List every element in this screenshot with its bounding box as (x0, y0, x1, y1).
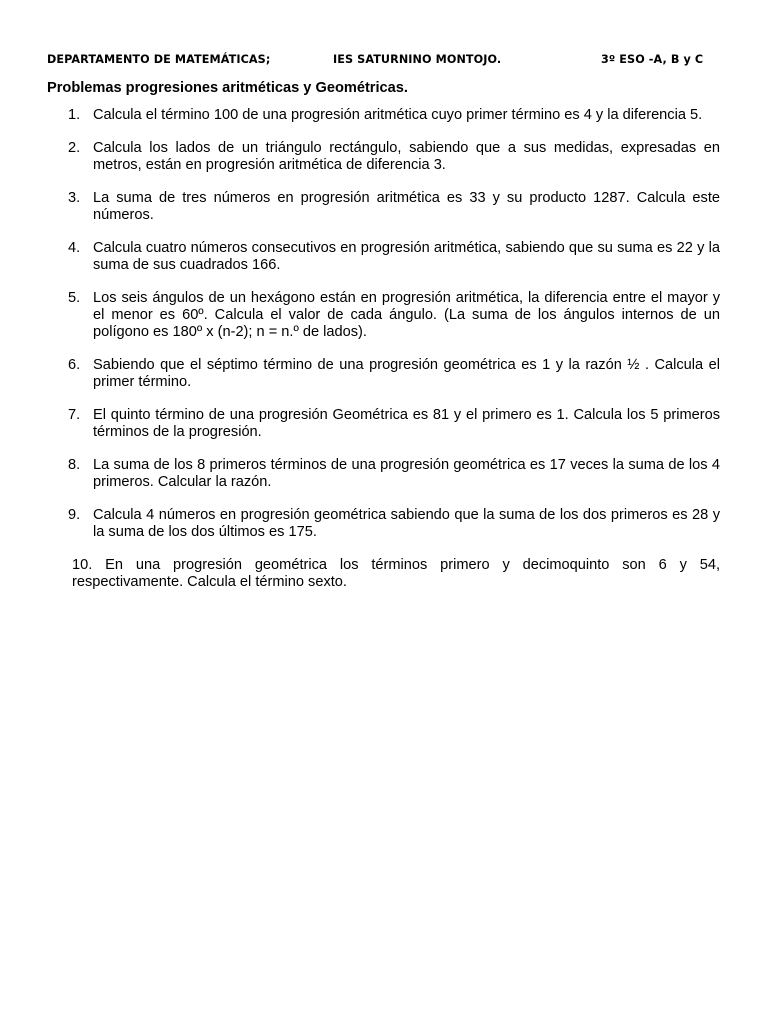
problem-item (47, 507, 720, 540)
problem-number: 6. (68, 357, 81, 373)
problem-item (47, 357, 720, 390)
problem-text: Sabiendo que el séptimo término de una progresión geométrica es 1 y la razón ½ . Calcula el primer término. (93, 357, 720, 390)
problem-text: En una progresión geométrica los términos primero y decimoquinto son 6 y 54, respectivamente. Calcula el término sexto. (72, 557, 720, 590)
problem-number: 3. (68, 190, 81, 207)
problem-item (47, 107, 720, 124)
problem-text-with-number (72, 557, 720, 590)
problem-text: Calcula el término 100 de una progresión aritmética cuyo primer término es 4 y la diferencia 5. (93, 107, 703, 123)
header-course: 3º ESO -A, B y C (601, 53, 704, 66)
problem-text: El quinto término de una progresión Geométrica es 81 y el primero es 1. Calcula los 5 primeros términos de la progresión. (93, 407, 720, 440)
header-school: IES SATURNINO MONTOJO. (333, 53, 502, 66)
problem-text: Calcula cuatro números consecutivos en progresión aritmética, sabiendo que su suma es 22 y la suma de sus cuadrados 166. (93, 240, 720, 273)
problem-item (47, 407, 720, 440)
problem-number: 10. (72, 557, 93, 573)
problem-number: 5. (68, 290, 81, 307)
problem-number: 4. (68, 240, 81, 257)
problem-number: 2. (68, 140, 81, 157)
problem-item (47, 557, 720, 590)
header-department: DEPARTAMENTO DE MATEMÁTICAS; (47, 53, 271, 66)
problem-list (47, 107, 720, 607)
document-header (47, 53, 727, 69)
problem-text: Los seis ángulos de un hexágono están en progresión aritmética, la diferencia entre el mayor y el menor es 60º. Calcula el valor de cada ángulo. (La suma de los ángulos internos de un polígono es 180º x (n-2); n = n.º de lados). (93, 290, 720, 340)
problem-number: 1. (68, 107, 81, 123)
problem-text: Calcula 4 números en progresión geométrica sabiendo que la suma de los dos primeros es 28 y la suma de los dos últimos es 175. (93, 507, 720, 540)
problem-item (47, 290, 720, 340)
problem-item (47, 190, 720, 223)
problem-text: La suma de tres números en progresión aritmética es 33 y su producto 1287. Calcula este números. (93, 190, 720, 223)
problem-text: La suma de los 8 primeros términos de una progresión geométrica es 17 veces la suma de los 4 primeros. Calcular la razón. (93, 457, 720, 490)
worksheet-title: Problemas progresiones aritméticas y Geométricas. (47, 80, 408, 96)
problem-number: 9. (68, 507, 81, 523)
problem-text: Calcula los lados de un triángulo rectángulo, sabiendo que a sus medidas, expresadas en metros, están en progresión aritmética de diferencia 3. (93, 140, 720, 173)
problem-item (47, 240, 720, 273)
problem-item (47, 140, 720, 173)
problem-number: 7. (68, 407, 81, 423)
problem-item (47, 457, 720, 490)
problem-number: 8. (68, 457, 81, 473)
